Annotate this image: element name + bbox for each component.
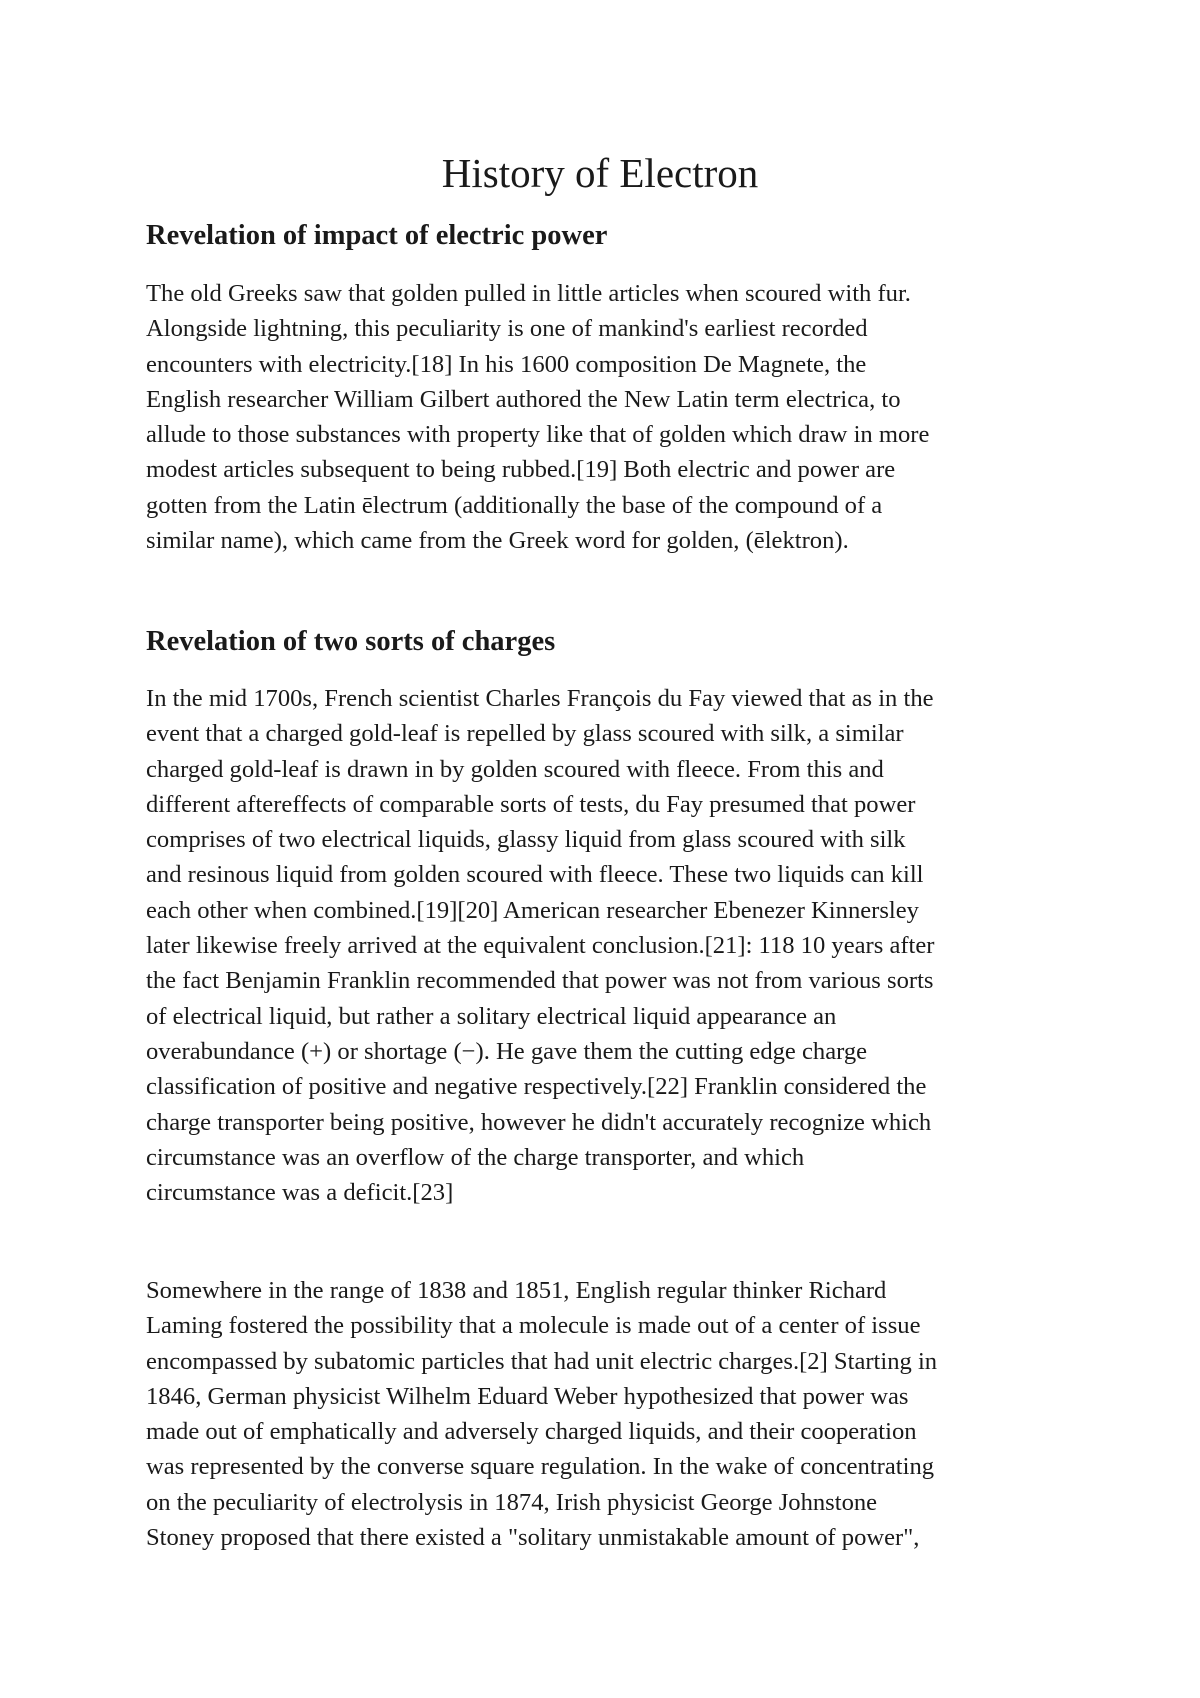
paragraph-line: circumstance was an overflow of the charge transporter, and which	[146, 1143, 805, 1171]
document-title: History of Electron	[441, 150, 759, 196]
paragraph-line: classification of positive and negative respectively.[22] Franklin considered the	[146, 1073, 927, 1101]
section-heading-electric-power: Revelation of impact of electric power	[146, 220, 608, 251]
paragraph-line: each other when combined.[19][20] American researcher Ebenezer Kinnersley	[146, 896, 919, 924]
paragraph-electric-power	[146, 276, 1076, 558]
paragraph-line: on the peculiarity of electrolysis in 1874, Irish physicist George Johnstone	[146, 1488, 878, 1516]
paragraph-line: similar name), which came from the Greek word for golden, (ēlektron).	[146, 527, 849, 555]
paragraph-two-charges	[146, 681, 1076, 1210]
paragraph-line: and resinous liquid from golden scoured with fleece. These two liquids can kill	[146, 861, 924, 889]
paragraph-line: The old Greeks saw that golden pulled in little articles when scoured with fur.	[146, 280, 911, 307]
paragraph-line: gotten from the Latin ēlectrum (additionally the base of the compound of a	[146, 491, 883, 519]
paragraph-line: 1846, German physicist Wilhelm Eduard Weber hypothesized that power was	[146, 1382, 909, 1410]
paragraph-line: of electrical liquid, but rather a solitary electrical liquid appearance an	[146, 1002, 837, 1030]
paragraph-line: English researcher William Gilbert authored the New Latin term electrica, to	[146, 385, 901, 413]
paragraph-line: In the mid 1700s, French scientist Charles François du Fay viewed that as in the	[146, 685, 934, 712]
paragraph-line: charged gold-leaf is drawn in by golden scoured with fleece. From this and	[146, 755, 884, 783]
paragraph-line: encounters with electricity.[18] In his 1600 composition De Magnete, the	[146, 350, 867, 378]
paragraph-line: the fact Benjamin Franklin recommended that power was not from various sorts	[146, 967, 934, 995]
paragraph-line: Stoney proposed that there existed a "solitary unmistakable amount of power",	[146, 1524, 920, 1552]
paragraph-line: modest articles subsequent to being rubbed.[19] Both electric and power are	[146, 456, 896, 484]
paragraph-line: Somewhere in the range of 1838 and 1851, English regular thinker Richard	[146, 1277, 887, 1304]
paragraph-laming-weber-stoney	[146, 1273, 1076, 1555]
paragraph-line: allude to those substances with property like that of golden which draw in more	[146, 421, 930, 449]
paragraph-line: comprises of two electrical liquids, glassy liquid from glass scoured with silk	[146, 826, 906, 854]
paragraph-line: Laming fostered the possibility that a molecule is made out of a center of issue	[146, 1312, 921, 1340]
paragraph-line: different aftereffects of comparable sorts of tests, du Fay presumed that power	[146, 790, 916, 818]
paragraph-line: event that a charged gold-leaf is repelled by glass scoured with silk, a similar	[146, 720, 904, 748]
paragraph-line: encompassed by subatomic particles that had unit electric charges.[2] Starting in	[146, 1347, 938, 1375]
paragraph-line: made out of emphatically and adversely charged liquids, and their cooperation	[146, 1418, 917, 1446]
paragraph-line: later likewise freely arrived at the equivalent conclusion.[21]: 118 10 years after	[146, 932, 935, 960]
paragraph-line: Alongside lightning, this peculiarity is one of mankind's earliest recorded	[146, 315, 868, 343]
paragraph-line: circumstance was a deficit.[23]	[146, 1179, 454, 1207]
paragraph-line: charge transporter being positive, however he didn't accurately recognize which	[146, 1108, 932, 1136]
paragraph-line: overabundance (+) or shortage (−). He gave them the cutting edge charge	[146, 1037, 868, 1065]
paragraph-line: was represented by the converse square regulation. In the wake of concentrating	[146, 1453, 935, 1481]
section-heading-two-charges: Revelation of two sorts of charges	[146, 626, 556, 657]
